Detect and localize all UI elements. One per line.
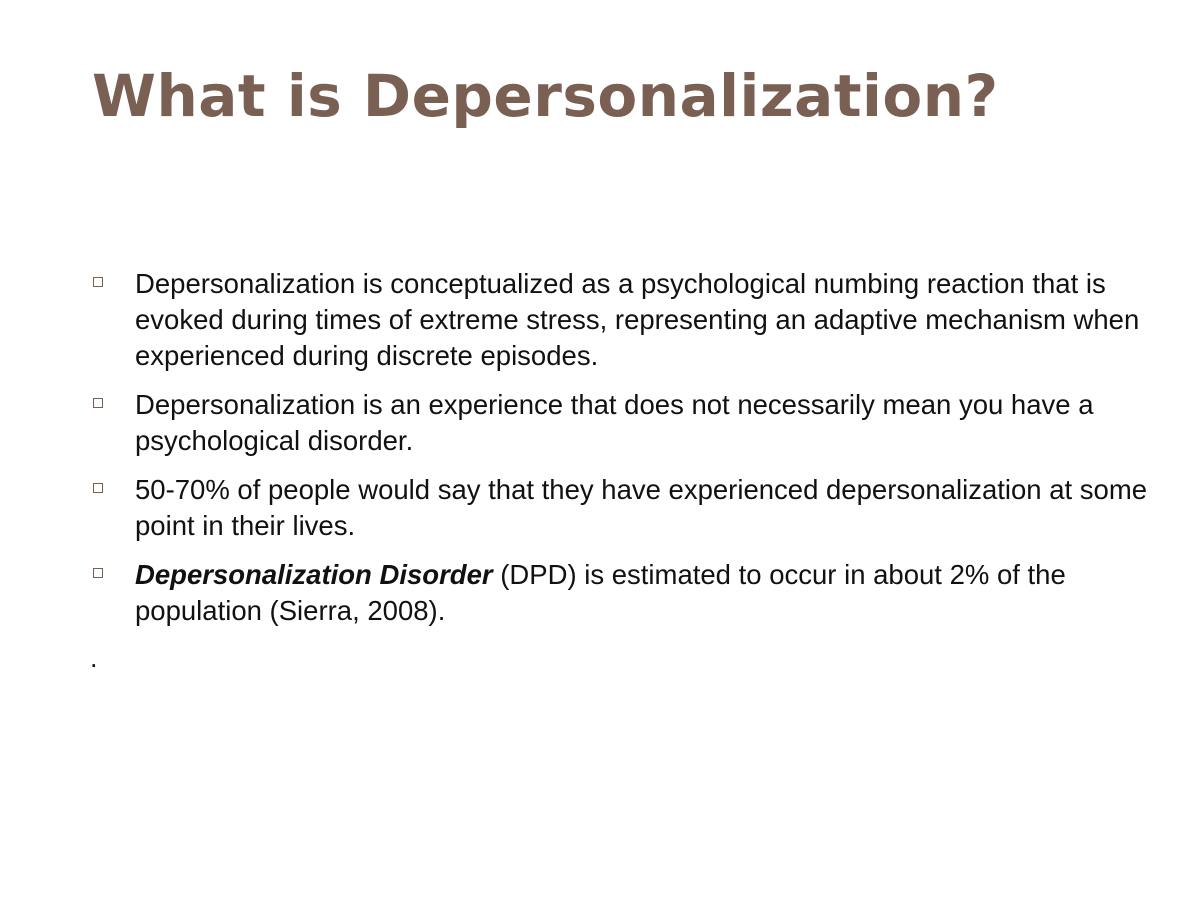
bullet-text: Depersonalization is conceptualized as a psychological numbing reaction that is evoked during times of extreme stress, representing an adaptive mechanism when experienced during discrete episodes. [135, 268, 1140, 371]
bullet-item [93, 266, 1173, 374]
bullet-text: 50-70% of people would say that they have experienced depersonalization at some point in their lives. [135, 474, 1148, 541]
slide-title: What is Depersonalization? [92, 62, 999, 130]
hollow-square-icon [93, 568, 103, 578]
bullet-item [93, 387, 1173, 459]
trailing-mark: . [90, 643, 98, 673]
hollow-square-icon [93, 483, 103, 493]
bullet-text: Depersonalization is an experience that does not necessarily mean you have a psychological disorder. [135, 389, 1094, 456]
bullet-item [93, 557, 1173, 629]
bullet-emphasis: Depersonalization Disorder [135, 559, 493, 590]
bullet-item [93, 472, 1173, 544]
bullet-list [93, 266, 1173, 642]
bullet-text: (DPD) is estimated to occur in about 2% of the population (Sierra, 2008). [135, 559, 1066, 626]
hollow-square-icon [93, 398, 103, 408]
hollow-square-icon [93, 277, 103, 287]
